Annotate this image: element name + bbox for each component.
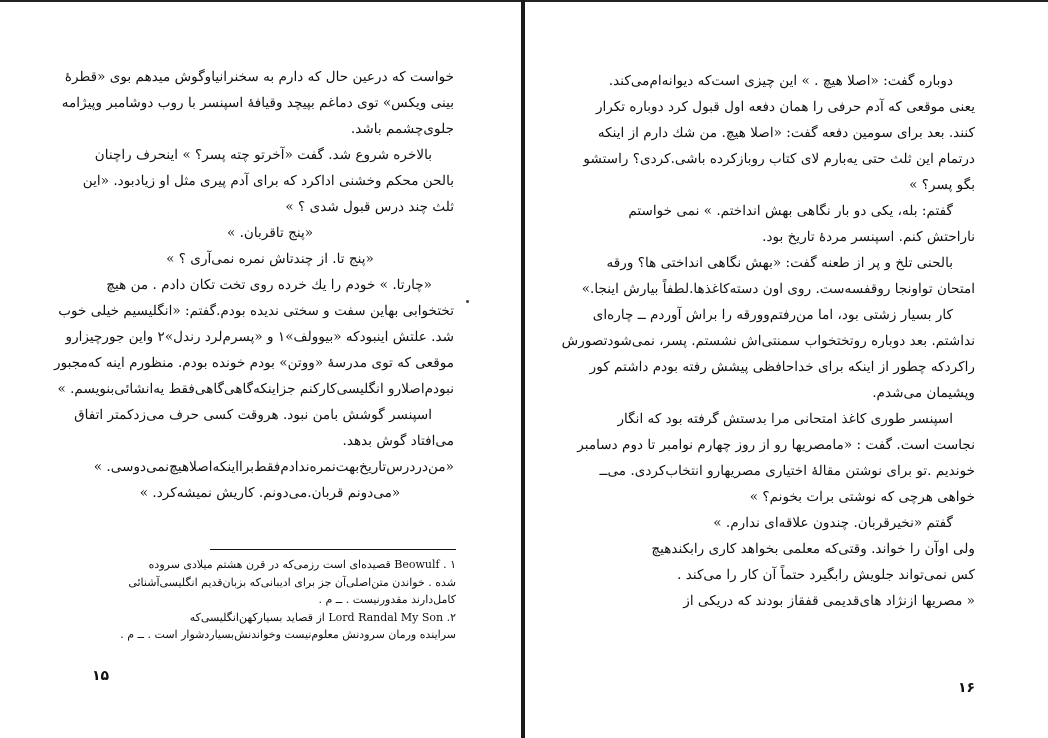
margin-dot: [466, 300, 469, 303]
text-line: خوندیم .تو برای نوشتن مقالهٔ اختیاری مصریهارو انتخاب‌کردی. می‌ــ: [599, 463, 975, 479]
text-line: خواست که درعین حال که دارم به سخنرانیاوگوش میدهم بوی «قطرهٔ: [64, 69, 454, 85]
left-page: [0, 0, 521, 738]
text-line: امتحان تواونجا روقفسه‌ست. روی اون دسته‌کاغذها.لطفاً بیارش اینجا.»: [581, 281, 975, 297]
text-line: نبودم‌اصلارو انگلیسی‌کارکنم جزاینکه‌گاهی‌گاهی‌فقط یه‌انشائی‌بنویسم. »: [57, 381, 454, 397]
text-line: «پنج تاقربان. »: [226, 225, 314, 241]
text-line: خواهی هرچی که نوشتی برات بخونم؟ »: [749, 489, 975, 505]
text-line: جلوی‌چشمم باشد.: [350, 121, 454, 137]
text-line: گفتم: بله، یکی دو بار نگاهی بهش انداختم. » نمی خواستم: [628, 203, 953, 219]
text-line: کس نمی‌تواند جلویش رابگیرد حتماً آن کار را می‌کند .: [677, 567, 975, 583]
text-line: می‌افتاد گوش بدهد.: [342, 433, 454, 449]
text-line: « مصریها ازنژاد های‌قدیمی قفقاز بودند که دریکی از: [683, 593, 975, 609]
footnote-line: کامل‌دارند مقدورنیست . ــ م .: [318, 593, 456, 606]
footnotes: [86, 556, 456, 644]
text-line: وپشیمان می‌شدم.: [872, 385, 975, 401]
footnote-line: ۲. Lord Randal My Son از قصاید بسیارکهن‌انگلیسی‌که: [189, 610, 456, 624]
page-number: ۱۵: [92, 668, 110, 684]
text-line: اسپنسر گوشش بامن نبود. هروقت کسی حرف می‌زدکمتر اتفاق: [74, 407, 432, 423]
text-line: «چارتا. » خودم را یك خرده روی تخت تکان دادم . من هیچ: [106, 277, 432, 293]
text-line: کار بسیار زشتی بود، اما من‌رفتم‌وورقه را براش آوردم ــ چاره‌ای: [592, 307, 953, 323]
text-line: راکردکه چطور از اینکه برای خداحافظی پیشش رفته بودم داشتم کور: [589, 359, 975, 375]
text-line: اسپنسر طوری کاغذ امتحانی مرا بدستش گرفته بود که انگار: [617, 411, 953, 427]
footnote-line: شده . خواندن متن‌اصلی‌آن جز برای ادیبانی‌که بزبان‌قدیم انگلیسی‌آشنائی: [128, 575, 456, 589]
body-text: [561, 68, 975, 614]
page-number: ۱۶: [958, 680, 976, 696]
right-page: [525, 0, 1048, 738]
text-line: شد. علتش اینبودکه «بیوولف»۱ و «پسرم‌لرد رندل»۲ واین جورچیزارو: [65, 329, 454, 345]
top-border: [525, 0, 1048, 2]
text-line: کنند. بعد برای سومین دفعه گفت: «اصلا هیچ. من شك دارم از اینکه: [597, 125, 975, 141]
footnote-divider: [210, 549, 456, 550]
text-line: بینی ویکس» توی دماغم بپیچد وقیافهٔ اسپنسر با روب دوشامبر وپیژامه: [61, 95, 454, 111]
footnote-line: ۱ . Beowulf قصیده‌ای است رزمی‌که در قرن هشتم میلادی سروده: [148, 558, 456, 571]
text-line: درتمام این ثلث حتی یه‌بارم لای کتاب روبازکرده باشی.کردی؟ راستشو: [583, 151, 975, 167]
text-line: «من‌دردرس‌تاریخ‌بهت‌نمره‌ندادم‌فقط‌برااینکه‌اصلاهیچ‌نمی‌دوسی. »: [93, 459, 454, 475]
text-line: یعنی موقعی که آدم حرفی را همان دفعه اول قبول کرد دوباره تکرار: [595, 99, 975, 115]
text-line: بالحنی تلخ و پر از طعنه گفت: «بهش نگاهی انداختی ها؟ ورقه: [606, 255, 953, 271]
text-line: نداشتم. بعد دوباره روتختخواب سمنتی‌اش نشستم. پسر، نمی‌شودتصورش: [561, 333, 975, 349]
text-line: بالاخره شروع شد. گفت «آخرتو چته پسر؟ » اینحرف راچنان: [94, 147, 432, 163]
body-text: [54, 64, 454, 506]
text-line: بالحن محکم وخشنی اداکرد که برای آدم پیری مثل او زیادبود. «این: [82, 173, 454, 189]
text-line: ولی اوآن را خواند. وقتی‌که معلمی بخواهد کاری رابکندهیچ: [651, 541, 975, 557]
text-line: «می‌دونم قربان.می‌دونم. کاریش نمیشه‌کرد. »: [139, 485, 401, 501]
text-line: تختخوابی بهاین سفت و سختی ندیده بودم.گفتم: «انگلیسیم خیلی خوب: [58, 303, 454, 319]
text-line: گفتم «نخیرقربان. چندون علاقه‌ای ندارم. »: [713, 515, 953, 531]
footnote-line: سراینده ورمان سرودنش معلوم‌نیست وخواندنش‌بسیاردشوار است . ــ م .: [120, 628, 456, 641]
text-line: دوباره گفت: «اصلا هیچ . » این چیزی است‌که دیوانه‌ام‌می‌کند.: [608, 73, 953, 89]
text-line: بگو پسر؟ »: [909, 177, 975, 193]
text-line: «پنج تا. از چندتاش نمره نمی‌آری ؟ »: [166, 251, 374, 267]
text-line: ثلث چند درس قبول شدی ؟ »: [285, 199, 454, 215]
top-border: [0, 0, 521, 2]
text-line: نجاست است. گفت : «مامصریها رو از روز چهارم نوامبر تا دوم دسامبر: [577, 437, 975, 453]
text-line: ناراحتش کنم. اسپنسر مردهٔ تاریخ بود.: [762, 229, 975, 245]
text-line: موقعی که توی مدرسهٔ «ووتن» بودم خونده بودم. منظورم اینه که‌مجبور: [54, 355, 454, 371]
